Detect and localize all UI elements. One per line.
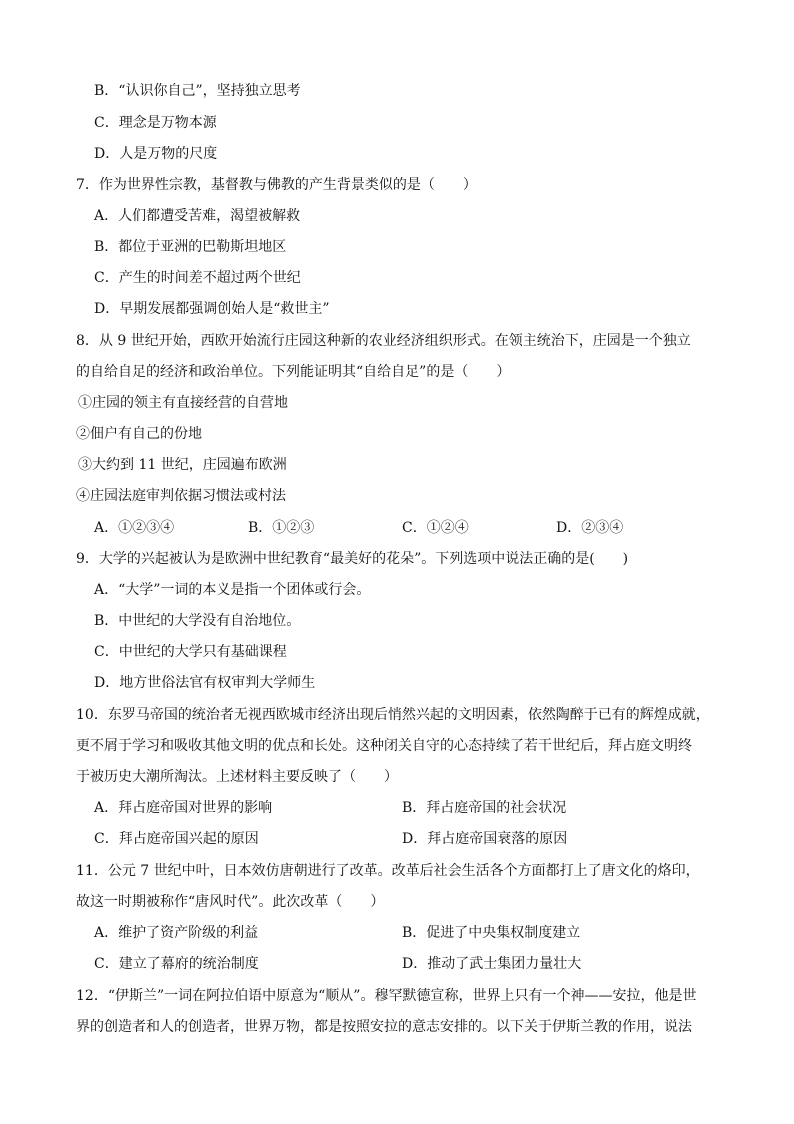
q8-statement-4: ④庄园法庭审判依据习惯法或村法 xyxy=(76,488,286,504)
q8-option-d[interactable]: D．②③④ xyxy=(556,520,624,536)
q12-stem-line-2: 界的创造者和人的创造者，世界万物，都是按照安拉的意志安排的。以下关于伊斯兰教的作用，说法 xyxy=(76,1019,692,1035)
q9-option-b[interactable]: B．中世纪的大学没有自治地位。 xyxy=(94,613,301,629)
q8-stem-line-2: 的自给自足的经济和政治单位。下列能证明其“自给自足”的是（ ） xyxy=(76,364,511,380)
q6-option-d[interactable]: D．人是万物的尺度 xyxy=(94,146,218,162)
q9-option-c[interactable]: C．中世纪的大学只有基础课程 xyxy=(94,644,287,660)
q7-option-d[interactable]: D．早期发展都强调创始人是“救世主” xyxy=(94,301,330,317)
q8-option-c[interactable]: C．①②④ xyxy=(402,520,469,536)
q7-stem: 7．作为世界性宗教，基督教与佛教的产生背景类似的是（ ） xyxy=(76,177,477,193)
q9-option-a[interactable]: A．“大学”一词的本义是指一个团体或行会。 xyxy=(94,582,371,598)
q10-option-c[interactable]: C．拜占庭帝国兴起的原因 xyxy=(94,831,259,847)
q10-option-b[interactable]: B．拜占庭帝国的社会状况 xyxy=(402,800,567,816)
q10-option-d[interactable]: D．拜占庭帝国衰落的原因 xyxy=(402,831,568,847)
q7-option-c[interactable]: C．产生的时间差不超过两个世纪 xyxy=(94,270,301,286)
q8-option-a[interactable]: A．①②③④ xyxy=(94,520,175,536)
q11-stem-line-1: 11．公元 7 世纪中叶，日本效仿唐朝进行了改革。改革后社会生活各个方面都打上了唐文化的烙印， xyxy=(76,863,700,879)
q8-option-b[interactable]: B．①②③ xyxy=(248,520,315,536)
q8-statement-1: ①庄园的领主有直接经营的自营地 xyxy=(78,395,288,411)
q6-option-c[interactable]: C．理念是万物本源 xyxy=(94,115,217,131)
q10-stem-line-1: 10．东罗马帝国的统治者无视西欧城市经济出现后悄然兴起的文明因素，依然陶醉于已有的辉煌成就， xyxy=(76,707,710,723)
q8-statement-2: ②佃户有自己的份地 xyxy=(76,426,202,442)
q7-option-b[interactable]: B．都位于亚洲的巴勒斯坦地区 xyxy=(94,239,287,255)
q10-option-a[interactable]: A．拜占庭帝国对世界的影响 xyxy=(94,800,273,816)
q11-option-b[interactable]: B．促进了中央集权制度建立 xyxy=(402,925,581,941)
q8-statement-3: ③大约到 11 世纪，庄园遍布欧洲 xyxy=(78,457,287,473)
q9-stem: 9．大学的兴起被认为是欧洲中世纪教育“最美好的花朵”。下列选项中说法正确的是( ) xyxy=(76,551,629,567)
q10-stem-line-2: 更不屑于学习和吸收其他文明的优点和长处。这种闭关自守的心态持续了若干世纪后，拜占庭文明终 xyxy=(76,738,692,754)
q11-stem-line-2: 故这一时期被称作“唐风时代”。此次改革（ ） xyxy=(76,894,385,910)
q12-stem-line-1: 12．“伊斯兰”一词在阿拉伯语中原意为“顺从”。穆罕默德宣称，世界上只有一个神——安拉，他是世 xyxy=(76,988,697,1004)
q6-option-b[interactable]: B．“认识你自己”，坚持独立思考 xyxy=(94,83,301,99)
q10-stem-line-3: 于被历史大潮所淘汰。上述材料主要反映了（ ） xyxy=(76,769,398,785)
q11-option-d[interactable]: D．推动了武士集团力量壮大 xyxy=(402,956,582,972)
q9-option-d[interactable]: D．地方世俗法官有权审判大学师生 xyxy=(94,675,316,691)
q7-option-a[interactable]: A．人们都遭受苦难，渴望被解救 xyxy=(94,208,301,224)
q8-stem-line-1: 8．从 9 世纪开始，西欧开始流行庄园这种新的农业经济组织形式。在领主统治下，庄园是一个独立 xyxy=(76,333,691,349)
q11-option-c[interactable]: C．建立了幕府的统治制度 xyxy=(94,956,259,972)
q11-option-a[interactable]: A．维护了资产阶级的利益 xyxy=(94,925,259,941)
